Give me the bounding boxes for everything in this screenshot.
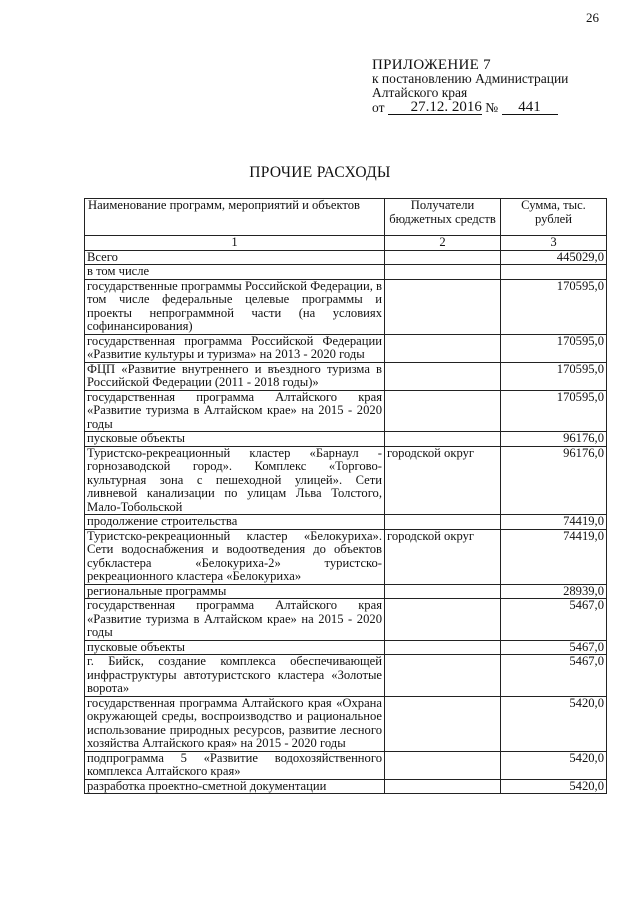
table-row bbox=[85, 250, 607, 265]
table-row bbox=[85, 362, 607, 390]
appendix-from-label: от bbox=[372, 100, 385, 115]
appendix-date-line bbox=[372, 100, 568, 115]
row-name: государственные программы Российской Федерации, в том числе федеральные целевые программы и проекты непрограммной части (на условиях софинансирования) bbox=[85, 279, 385, 334]
row-amount: 74419,0 bbox=[501, 529, 607, 584]
row-name: пусковые объекты bbox=[85, 640, 385, 655]
appendix-block bbox=[372, 58, 568, 115]
row-amount: 5420,0 bbox=[501, 779, 607, 794]
row-amount bbox=[501, 265, 607, 280]
column-number: 3 bbox=[501, 236, 607, 251]
table-row bbox=[85, 279, 607, 334]
row-recipient bbox=[385, 250, 501, 265]
row-amount: 170595,0 bbox=[501, 334, 607, 362]
row-name: разработка проектно-сметной документации bbox=[85, 779, 385, 794]
row-recipient bbox=[385, 751, 501, 779]
table-row bbox=[85, 432, 607, 447]
table-row bbox=[85, 529, 607, 584]
row-recipient bbox=[385, 362, 501, 390]
table-row bbox=[85, 599, 607, 641]
appendix-title: ПРИЛОЖЕНИЕ 7 bbox=[372, 57, 491, 73]
page-number: 26 bbox=[586, 10, 599, 25]
row-amount: 5467,0 bbox=[501, 655, 607, 697]
row-amount: 5420,0 bbox=[501, 751, 607, 779]
row-amount: 170595,0 bbox=[501, 390, 607, 432]
row-amount: 5467,0 bbox=[501, 640, 607, 655]
table-row bbox=[85, 584, 607, 599]
table-row bbox=[85, 696, 607, 751]
table-row bbox=[85, 446, 607, 515]
row-amount: 445029,0 bbox=[501, 250, 607, 265]
row-name: в том числе bbox=[85, 265, 385, 280]
appendix-line-region: Алтайского края bbox=[372, 85, 468, 100]
row-recipient bbox=[385, 432, 501, 447]
row-name: Всего bbox=[85, 250, 385, 265]
row-name: пусковые объекты bbox=[85, 432, 385, 447]
table-row bbox=[85, 751, 607, 779]
appendix-number: 441 bbox=[502, 100, 558, 115]
row-name: продолжение строительства bbox=[85, 515, 385, 530]
column-header-recipient: Получатели бюджетных средств bbox=[385, 199, 501, 236]
table-row bbox=[85, 779, 607, 794]
table-row bbox=[85, 334, 607, 362]
row-name: Туристско-рекреационный кластер «Белокуриха». Сети водоснабжения и водоотведения до объектов субкластера «Белокуриха-2» туристско-рекреационного кластера «Белокуриха» bbox=[85, 529, 385, 584]
row-amount: 5467,0 bbox=[501, 599, 607, 641]
row-amount: 28939,0 bbox=[501, 584, 607, 599]
row-recipient: городской округ bbox=[385, 446, 501, 515]
page-heading: ПРОЧИЕ РАСХОДЫ bbox=[249, 164, 391, 181]
row-name: Туристско-рекреационный кластер «Барнаул - горнозаводской город». Комплекс «Торгово-культурная зона с пешеходной улицей». Сети ливневой канализации по улицам Льва Толстого, Мало-Тобольской bbox=[85, 446, 385, 515]
table-row bbox=[85, 655, 607, 697]
column-number: 2 bbox=[385, 236, 501, 251]
row-name: региональные программы bbox=[85, 584, 385, 599]
row-recipient bbox=[385, 640, 501, 655]
appendix-line-decree: к постановлению Администрации bbox=[372, 71, 569, 86]
table-row bbox=[85, 640, 607, 655]
column-header-name: Наименование программ, мероприятий и объектов bbox=[85, 199, 385, 236]
row-recipient bbox=[385, 334, 501, 362]
table-row bbox=[85, 515, 607, 530]
row-amount: 74419,0 bbox=[501, 515, 607, 530]
column-header-amount: Сумма, тыс. рублей bbox=[501, 199, 607, 236]
row-name: подпрограмма 5 «Развитие водохозяйственного комплекса Алтайского края» bbox=[85, 751, 385, 779]
row-recipient bbox=[385, 655, 501, 697]
expenses-table bbox=[84, 198, 607, 794]
row-amount: 5420,0 bbox=[501, 696, 607, 751]
row-name: государственная программа Алтайского края «Развитие туризма в Алтайском крае» на 2015 - 2020 годы bbox=[85, 390, 385, 432]
row-name: ФЦП «Развитие внутреннего и въездного туризма в Российской Федерации (2011 - 2018 годы)» bbox=[85, 362, 385, 390]
row-amount: 170595,0 bbox=[501, 279, 607, 334]
row-recipient bbox=[385, 599, 501, 641]
table-header-row bbox=[85, 199, 607, 236]
row-recipient bbox=[385, 584, 501, 599]
table-row bbox=[85, 265, 607, 280]
row-name: государственная программа Алтайского края «Развитие туризма в Алтайском крае» на 2015 - 2020 годы bbox=[85, 599, 385, 641]
row-name: государственная программа Алтайского края «Охрана окружающей среды, воспроизводство и рациональное использование природных ресурсов, развитие лесного хозяйства Алтайского края» на 2015 - 2020 годы bbox=[85, 696, 385, 751]
appendix-number-sign: № bbox=[485, 100, 499, 115]
column-number: 1 bbox=[85, 236, 385, 251]
row-recipient: городской округ bbox=[385, 529, 501, 584]
row-amount: 96176,0 bbox=[501, 432, 607, 447]
row-recipient bbox=[385, 265, 501, 280]
row-recipient bbox=[385, 779, 501, 794]
table-row bbox=[85, 390, 607, 432]
row-recipient bbox=[385, 279, 501, 334]
row-recipient bbox=[385, 515, 501, 530]
row-amount: 96176,0 bbox=[501, 446, 607, 515]
row-amount: 170595,0 bbox=[501, 362, 607, 390]
row-recipient bbox=[385, 696, 501, 751]
row-recipient bbox=[385, 390, 501, 432]
appendix-date: 27.12. 2016 bbox=[388, 100, 482, 115]
row-name: г. Бийск, создание комплекса обеспечивающей инфраструктуры автотуристского кластера «Золотые ворота» bbox=[85, 655, 385, 697]
table-column-numbers-row bbox=[85, 236, 607, 251]
row-name: государственная программа Российской Федерации «Развитие культуры и туризма» на 2013 - 2020 годы bbox=[85, 334, 385, 362]
